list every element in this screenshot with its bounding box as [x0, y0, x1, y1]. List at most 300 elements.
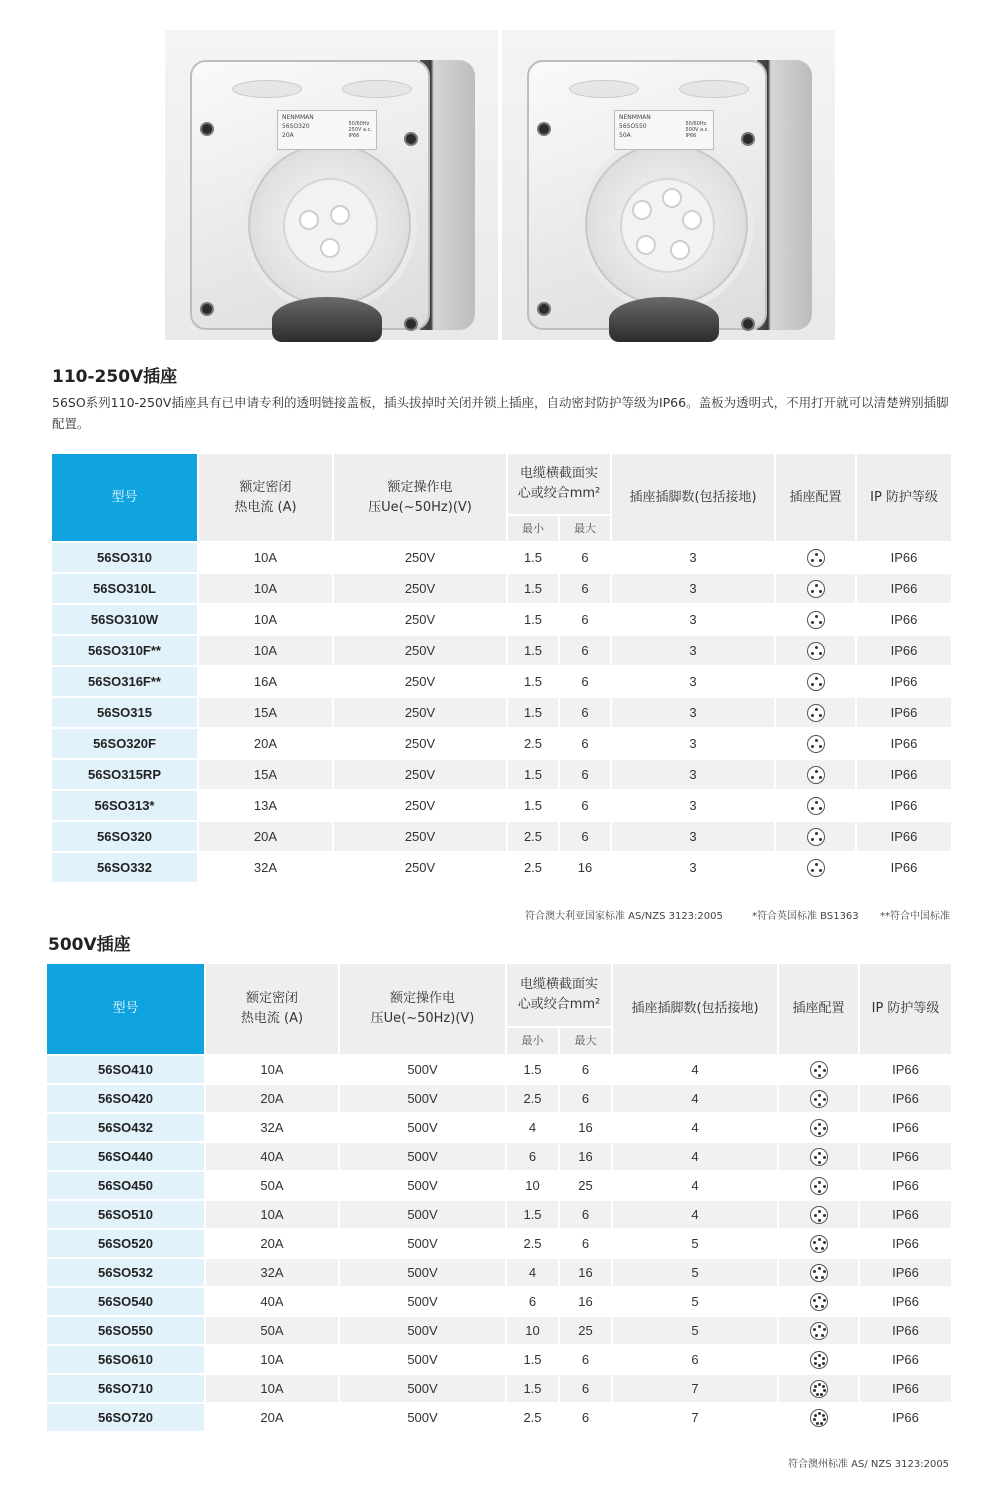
table-row [47, 1375, 953, 1404]
max-cable-cell: 6 [560, 1375, 613, 1404]
voltage-cell: 500V [340, 1346, 507, 1375]
config-cell [776, 543, 857, 574]
table-row [52, 853, 953, 884]
config-cell [776, 698, 857, 729]
header-min: 最小 [507, 1028, 560, 1056]
voltage-cell: 500V [340, 1375, 507, 1404]
ip-cell: IP66 [860, 1259, 953, 1288]
ip-cell: IP66 [857, 667, 953, 698]
min-cable-cell: 1.5 [508, 543, 560, 574]
config-cell [779, 1114, 860, 1143]
voltage-cell: 500V [340, 1288, 507, 1317]
config-cell [776, 605, 857, 636]
max-cable-cell: 6 [560, 822, 612, 853]
pin-configuration-icon [807, 642, 825, 660]
ip-cell: IP66 [860, 1230, 953, 1259]
current-cell: 20A [199, 822, 334, 853]
ip-cell: IP66 [860, 1085, 953, 1114]
config-cell [776, 853, 857, 884]
model-cell: 56SO432 [47, 1114, 206, 1143]
pin-hole [330, 205, 350, 225]
header-model: 型号 [47, 964, 206, 1056]
screw-icon [404, 317, 418, 331]
pins-cell: 3 [612, 791, 776, 822]
model-cell: 56SO310W [52, 605, 199, 636]
pin-configuration-icon [810, 1264, 828, 1282]
ip-cell: IP66 [857, 636, 953, 667]
voltage-cell: 500V [340, 1317, 507, 1346]
max-cable-cell: 16 [560, 1259, 613, 1288]
header-max: 最大 [560, 516, 612, 543]
pin-configuration-icon [810, 1351, 828, 1369]
max-cable-cell: 16 [560, 1143, 613, 1172]
header-cable: 电缆横截面实 心或绞合mm² [508, 454, 612, 516]
voltage-cell: 500V [340, 1056, 507, 1085]
header-min: 最小 [508, 516, 560, 543]
min-cable-cell: 1.5 [508, 698, 560, 729]
voltage-cell: 250V [334, 760, 508, 791]
min-cable-cell: 1.5 [508, 791, 560, 822]
current-cell: 16A [199, 667, 334, 698]
spec-label: 50/60Hz [348, 121, 370, 127]
config-cell [779, 1346, 860, 1375]
transparent-cover [579, 137, 754, 312]
min-cable-cell: 4 [507, 1114, 560, 1143]
max-cable-cell: 6 [560, 1346, 613, 1375]
model-cell: 56SO720 [47, 1404, 206, 1433]
config-cell [779, 1230, 860, 1259]
ip-cell: IP66 [860, 1404, 953, 1433]
model-cell: 56SO310 [52, 543, 199, 574]
pins-cell: 4 [613, 1172, 779, 1201]
voltage-cell: 500V [340, 1114, 507, 1143]
pins-cell: 3 [612, 667, 776, 698]
pins-cell: 5 [613, 1259, 779, 1288]
cover-hinge [609, 297, 719, 342]
pin-configuration-icon [807, 735, 825, 753]
min-cable-cell: 10 [507, 1317, 560, 1346]
spec-label: IP66 [348, 133, 360, 139]
config-cell [779, 1085, 860, 1114]
cable-entry-cap [569, 80, 639, 98]
model-cell: 56SO315 [52, 698, 199, 729]
table-row [52, 822, 953, 853]
min-cable-cell: 4 [507, 1259, 560, 1288]
model-label: 56SO550 [619, 123, 647, 130]
product-photo-56so320 [165, 30, 498, 340]
config-cell [779, 1143, 860, 1172]
screw-icon [741, 317, 755, 331]
config-cell [779, 1288, 860, 1317]
table-row [47, 1259, 953, 1288]
pins-cell: 6 [613, 1346, 779, 1375]
pin-hole [662, 188, 682, 208]
max-cable-cell: 6 [560, 1404, 613, 1433]
model-cell: 56SO610 [47, 1346, 206, 1375]
max-cable-cell: 25 [560, 1172, 613, 1201]
pins-cell: 4 [613, 1056, 779, 1085]
pin-hole [670, 240, 690, 260]
pin-hole [636, 235, 656, 255]
current-cell: 10A [199, 605, 334, 636]
standard-note: 符合澳大利亚国家标准 AS/NZS 3123:2005 [525, 911, 723, 922]
table-row [52, 698, 953, 729]
model-cell: 56SO540 [47, 1288, 206, 1317]
current-cell: 13A [199, 791, 334, 822]
voltage-cell: 250V [334, 636, 508, 667]
min-cable-cell: 2.5 [508, 853, 560, 884]
pin-configuration-icon [810, 1409, 828, 1427]
current-cell: 32A [206, 1114, 340, 1143]
enclosure-body [190, 60, 430, 330]
min-cable-cell: 6 [507, 1143, 560, 1172]
config-cell [779, 1056, 860, 1085]
min-cable-cell: 1.5 [508, 760, 560, 791]
ip-cell: IP66 [857, 574, 953, 605]
pins-cell: 3 [612, 698, 776, 729]
pin-configuration-icon [810, 1322, 828, 1340]
pins-cell: 4 [613, 1085, 779, 1114]
model-cell: 56SO710 [47, 1375, 206, 1404]
ip-cell: IP66 [860, 1346, 953, 1375]
min-cable-cell: 1.5 [507, 1201, 560, 1230]
table-row [47, 1230, 953, 1259]
min-cable-cell: 2.5 [507, 1085, 560, 1114]
ip-cell: IP66 [857, 729, 953, 760]
header-voltage: 额定操作电 压Ue(~50Hz)(V) [340, 964, 507, 1056]
pins-cell: 3 [612, 760, 776, 791]
header-pins: 插座插脚数(包括接地) [613, 964, 779, 1056]
model-cell: 56SO320F [52, 729, 199, 760]
model-cell: 56SO532 [47, 1259, 206, 1288]
model-cell: 56SO550 [47, 1317, 206, 1346]
max-cable-cell: 6 [560, 1085, 613, 1114]
pin-configuration-icon [807, 859, 825, 877]
max-cable-cell: 6 [560, 760, 612, 791]
pins-cell: 5 [613, 1288, 779, 1317]
pins-cell: 3 [612, 729, 776, 760]
pin-configuration-icon [807, 580, 825, 598]
header-cable: 电缆横截面实 心或绞合mm² [507, 964, 613, 1028]
pin-configuration-icon [810, 1293, 828, 1311]
pin-configuration-icon [810, 1380, 828, 1398]
header-config: 插座配置 [776, 454, 857, 543]
spec-label: 250V a.c. [348, 127, 372, 133]
table-row [47, 1056, 953, 1085]
max-cable-cell: 16 [560, 853, 612, 884]
ip-cell: IP66 [857, 543, 953, 574]
pins-cell: 3 [612, 636, 776, 667]
ip-cell: IP66 [860, 1288, 953, 1317]
pin-configuration-icon [807, 828, 825, 846]
pin-configuration-icon [807, 549, 825, 567]
model-label: 56SO320 [282, 123, 310, 130]
voltage-cell: 250V [334, 605, 508, 636]
pins-cell: 7 [613, 1375, 779, 1404]
config-cell [776, 791, 857, 822]
brand-label: NENMMAN [282, 114, 314, 121]
ip-cell: IP66 [857, 791, 953, 822]
pins-cell: 4 [613, 1114, 779, 1143]
voltage-cell: 250V [334, 822, 508, 853]
current-cell: 10A [206, 1056, 340, 1085]
ip-cell: IP66 [860, 1201, 953, 1230]
config-cell [779, 1375, 860, 1404]
pins-cell: 3 [612, 574, 776, 605]
pin-hole [320, 238, 340, 258]
voltage-cell: 500V [340, 1143, 507, 1172]
transparent-cover [242, 137, 417, 312]
ip-cell: IP66 [857, 853, 953, 884]
current-cell: 32A [206, 1259, 340, 1288]
current-cell: 15A [199, 698, 334, 729]
max-cable-cell: 6 [560, 605, 612, 636]
pins-cell: 3 [612, 853, 776, 884]
voltage-cell: 500V [340, 1404, 507, 1433]
spec-label: 500V a.c. [685, 127, 709, 133]
standard-note: **符合中国标准 [880, 911, 950, 922]
table-row [52, 729, 953, 760]
current-cell: 10A [199, 543, 334, 574]
config-cell [779, 1317, 860, 1346]
rating-label: 50A [619, 132, 631, 139]
current-cell: 32A [199, 853, 334, 884]
pins-cell: 3 [612, 543, 776, 574]
header-max: 最大 [560, 1028, 613, 1056]
voltage-cell: 500V [340, 1230, 507, 1259]
section-description: 56SO系列110-250V插座具有已申请专利的透明链接盖板，插头拔掉时关闭并锁上插座，自动密封防护等级为IP66。盖板为透明式，不用打开就可以清楚辨别插脚配置。 [52, 395, 949, 431]
config-cell [776, 574, 857, 605]
model-cell: 56SO440 [47, 1143, 206, 1172]
current-cell: 40A [206, 1288, 340, 1317]
table-row [47, 1201, 953, 1230]
config-cell [776, 760, 857, 791]
pins-cell: 7 [613, 1404, 779, 1433]
config-cell [779, 1172, 860, 1201]
min-cable-cell: 1.5 [508, 636, 560, 667]
current-cell: 10A [206, 1346, 340, 1375]
pins-cell: 5 [613, 1317, 779, 1346]
pins-cell: 4 [613, 1143, 779, 1172]
config-cell [776, 667, 857, 698]
max-cable-cell: 6 [560, 791, 612, 822]
voltage-cell: 250V [334, 791, 508, 822]
socket-face [283, 178, 378, 273]
standard-note: 符合澳州标准 AS/ NZS 3123:2005 [788, 1459, 950, 1470]
pin-hole [299, 210, 319, 230]
max-cable-cell: 16 [560, 1114, 613, 1143]
model-cell: 56SO420 [47, 1085, 206, 1114]
table-row [52, 574, 953, 605]
min-cable-cell: 2.5 [508, 729, 560, 760]
config-cell [776, 822, 857, 853]
current-cell: 50A [206, 1317, 340, 1346]
pin-configuration-icon [810, 1061, 828, 1079]
table-row [52, 667, 953, 698]
voltage-cell: 250V [334, 543, 508, 574]
table-row [47, 1346, 953, 1375]
model-cell: 56SO315RP [52, 760, 199, 791]
voltage-cell: 500V [340, 1259, 507, 1288]
voltage-cell: 500V [340, 1201, 507, 1230]
max-cable-cell: 6 [560, 543, 612, 574]
max-cable-cell: 6 [560, 1056, 613, 1085]
cable-entry-cap [232, 80, 302, 98]
current-cell: 20A [199, 729, 334, 760]
current-cell: 20A [206, 1085, 340, 1114]
pin-configuration-icon [807, 673, 825, 691]
rating-label: 20A [282, 132, 294, 139]
ip-cell: IP66 [857, 698, 953, 729]
header-voltage: 额定操作电 压Ue(~50Hz)(V) [334, 454, 508, 543]
header-current: 额定密闭 热电流 (A) [206, 964, 340, 1056]
current-cell: 50A [206, 1172, 340, 1201]
table-row [47, 1172, 953, 1201]
current-cell: 10A [199, 574, 334, 605]
pin-hole [632, 200, 652, 220]
table-row [47, 1114, 953, 1143]
pins-cell: 5 [613, 1230, 779, 1259]
config-cell [779, 1404, 860, 1433]
table-row [52, 543, 953, 574]
current-cell: 10A [199, 636, 334, 667]
model-cell: 56SO450 [47, 1172, 206, 1201]
model-cell: 56SO410 [47, 1056, 206, 1085]
spec-table-110-250v [52, 454, 953, 884]
pin-hole [682, 210, 702, 230]
section-title-110-250v: 110-250V插座 [52, 367, 178, 387]
min-cable-cell: 1.5 [508, 667, 560, 698]
table-row [47, 1404, 953, 1433]
min-cable-cell: 6 [507, 1288, 560, 1317]
voltage-cell: 500V [340, 1085, 507, 1114]
pins-cell: 3 [612, 822, 776, 853]
cable-entry-cap [342, 80, 412, 98]
ip-cell: IP66 [860, 1172, 953, 1201]
pins-cell: 4 [613, 1201, 779, 1230]
current-cell: 20A [206, 1404, 340, 1433]
min-cable-cell: 1.5 [507, 1346, 560, 1375]
model-cell: 56SO510 [47, 1201, 206, 1230]
config-cell [779, 1201, 860, 1230]
current-cell: 40A [206, 1143, 340, 1172]
pin-configuration-icon [807, 766, 825, 784]
pin-configuration-icon [810, 1119, 828, 1137]
current-cell: 15A [199, 760, 334, 791]
voltage-cell: 250V [334, 729, 508, 760]
pin-configuration-icon [807, 797, 825, 815]
ip-cell: IP66 [860, 1143, 953, 1172]
min-cable-cell: 2.5 [507, 1404, 560, 1433]
product-photo-56so550 [502, 30, 835, 340]
section-title-500v: 500V插座 [48, 935, 131, 955]
config-cell [776, 636, 857, 667]
screw-icon [741, 132, 755, 146]
header-ip: IP 防护等级 [860, 964, 953, 1056]
table-row [47, 1317, 953, 1346]
min-cable-cell: 1.5 [508, 605, 560, 636]
model-cell: 56SO313* [52, 791, 199, 822]
model-cell: 56SO332 [52, 853, 199, 884]
model-cell: 56SO310L [52, 574, 199, 605]
table-row [52, 791, 953, 822]
pins-cell: 3 [612, 605, 776, 636]
model-cell: 56SO320 [52, 822, 199, 853]
model-cell: 56SO316F** [52, 667, 199, 698]
ip-cell: IP66 [860, 1056, 953, 1085]
standard-note: *符合英国标准 BS1363 [752, 911, 859, 922]
screw-icon [200, 302, 214, 316]
header-ip: IP 防护等级 [857, 454, 953, 543]
rating-plate [614, 110, 714, 150]
current-cell: 20A [206, 1230, 340, 1259]
ip-cell: IP66 [860, 1114, 953, 1143]
voltage-cell: 250V [334, 574, 508, 605]
cable-entry-cap [679, 80, 749, 98]
max-cable-cell: 6 [560, 1201, 613, 1230]
rating-plate [277, 110, 377, 150]
header-model: 型号 [52, 454, 199, 543]
max-cable-cell: 6 [560, 1230, 613, 1259]
pin-configuration-icon [810, 1148, 828, 1166]
spec-table-500v [47, 964, 953, 1433]
header-config: 插座配置 [779, 964, 860, 1056]
pin-configuration-icon [810, 1235, 828, 1253]
header-pins: 插座插脚数(包括接地) [612, 454, 776, 543]
cover-hinge [272, 297, 382, 342]
model-cell: 56SO520 [47, 1230, 206, 1259]
table-row [52, 760, 953, 791]
ip-cell: IP66 [860, 1317, 953, 1346]
ip-cell: IP66 [857, 605, 953, 636]
max-cable-cell: 25 [560, 1317, 613, 1346]
screw-icon [404, 132, 418, 146]
table-row [47, 1085, 953, 1114]
screw-icon [537, 302, 551, 316]
brand-label: NENMMAN [619, 114, 651, 121]
ip-cell: IP66 [857, 822, 953, 853]
socket-face [620, 178, 715, 273]
table-row [47, 1288, 953, 1317]
voltage-cell: 500V [340, 1172, 507, 1201]
max-cable-cell: 6 [560, 574, 612, 605]
current-cell: 10A [206, 1375, 340, 1404]
config-cell [776, 729, 857, 760]
pin-configuration-icon [807, 611, 825, 629]
min-cable-cell: 1.5 [508, 574, 560, 605]
min-cable-cell: 2.5 [508, 822, 560, 853]
table-row [47, 1143, 953, 1172]
pin-configuration-icon [807, 704, 825, 722]
enclosure-body [527, 60, 767, 330]
ip-cell: IP66 [860, 1375, 953, 1404]
pin-configuration-icon [810, 1177, 828, 1195]
min-cable-cell: 1.5 [507, 1056, 560, 1085]
current-cell: 10A [206, 1201, 340, 1230]
max-cable-cell: 6 [560, 698, 612, 729]
pin-configuration-icon [810, 1206, 828, 1224]
table-row [52, 636, 953, 667]
voltage-cell: 250V [334, 667, 508, 698]
model-cell: 56SO310F** [52, 636, 199, 667]
screw-icon [200, 122, 214, 136]
min-cable-cell: 10 [507, 1172, 560, 1201]
header-current: 额定密闭 热电流 (A) [199, 454, 334, 543]
max-cable-cell: 6 [560, 729, 612, 760]
max-cable-cell: 6 [560, 667, 612, 698]
min-cable-cell: 1.5 [507, 1375, 560, 1404]
max-cable-cell: 6 [560, 636, 612, 667]
